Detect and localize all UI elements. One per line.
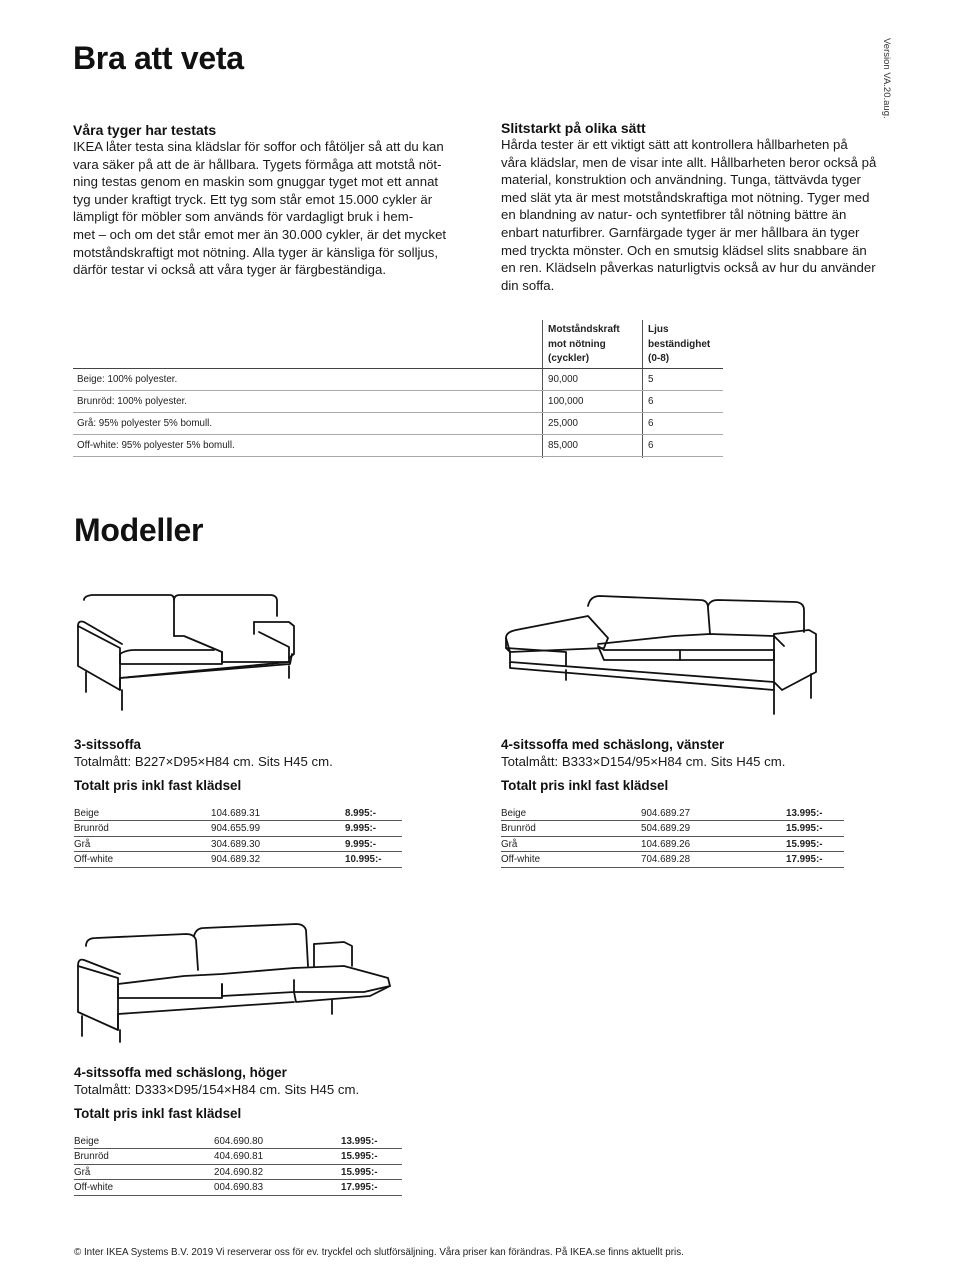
model-dimensions: Totalmått: B333×D154/95×H84 cm. Sits H45 cm. <box>501 754 786 769</box>
model-dimensions: Totalmått: D333×D95/154×H84 cm. Sits H45 cm. <box>74 1082 360 1097</box>
text-line: IKEA låter testa sina klädslar för soffor och fåtöljer så att du kan <box>73 139 444 154</box>
model-name: 4-sitssoffa med schäslong, vänster <box>501 737 725 752</box>
text-line: din soffa. <box>501 277 555 293</box>
models-title: Modeller <box>74 512 204 548</box>
model-name: 3-sitssoffa <box>74 737 141 752</box>
price-table <box>74 1134 402 1196</box>
price-heading: Totalt pris inkl fast klädsel <box>74 1105 242 1121</box>
text-line: lämpligt för möbler som används för vardagligt bruk i hem- <box>73 209 414 225</box>
price-row: Off-white 904.689.32 10.995:- <box>74 852 402 868</box>
table-row: Beige: 100% polyester. 90,000 5 <box>73 369 723 391</box>
price-row: Beige 904.689.27 13.995:- <box>501 806 844 822</box>
section-heading: Våra tyger har testats <box>73 122 217 138</box>
table-row: Brunröd: 100% polyester. 100,000 6 <box>73 391 723 413</box>
price-table <box>501 806 844 868</box>
price-row: Grå 304.689.30 9.995:- <box>74 837 402 853</box>
text-line: en ren. Klädseln påverkas naturligtvis också av hur du använder <box>501 260 876 276</box>
section-body <box>73 138 473 279</box>
version-label: Version VA.20.aug. <box>881 38 892 119</box>
lightfast-header: Ljus beständighet (0-8) <box>648 324 711 364</box>
price-row: Grå 204.690.82 15.995:- <box>74 1165 402 1181</box>
text-line: med slät yta är mest motståndskraftiga mot nötning. Tyger med <box>501 189 870 205</box>
text-line: met – och om det står emot mer än 30.000 cykler, är det mycket <box>73 226 447 242</box>
model-dimensions: Totalmått: B227×D95×H84 cm. Sits H45 cm. <box>74 754 333 769</box>
price-row: Beige 604.690.80 13.995:- <box>74 1134 402 1150</box>
model-chaise-right <box>74 1065 402 1196</box>
abrasion-header: Motståndskraft mot nötning (cyckler) <box>548 324 620 364</box>
section-heading: Slitstarkt på olika sätt <box>501 120 646 136</box>
sofa-3-seat-illustration <box>74 592 304 712</box>
text-line: Hårda tester är ett viktigt sätt att kontrollera hållbarheten på <box>501 137 848 152</box>
model-3-seat <box>74 737 402 868</box>
text-line: material, konstruktion och användning. Tunga, tättvävda tyger <box>501 172 861 188</box>
price-row: Brunröd 904.655.99 9.995:- <box>74 821 402 837</box>
text-line: våra klädslar, men de visar inte allt. Hållbarheten beror också på <box>501 154 877 170</box>
fabric-tested-section <box>73 122 473 279</box>
price-row: Brunröd 404.690.81 15.995:- <box>74 1149 402 1165</box>
price-row: Brunröd 504.689.29 15.995:- <box>501 821 844 837</box>
footer-text: © Inter IKEA Systems B.V. 2019 Vi reserverar oss för ev. tryckfel och slutförsäljning. Våra priser kan förändras. På IKEA.se finns aktuellt pris. <box>74 1247 684 1258</box>
text-line: enbart naturfibrer. Garnfärgade tyger är mer hållbara än tyger <box>501 224 860 240</box>
text-line: en blandning av natur- och syntetfibrer tål nötning bättre än <box>501 207 847 223</box>
page-title: Bra att veta <box>73 40 244 76</box>
price-heading: Totalt pris inkl fast klädsel <box>74 777 242 793</box>
text-line: med tryckta mönster. Och en smutsig klädsel slits snabbare än <box>501 242 867 258</box>
text-line: tyg under kraftigt tryck. Ett tyg som står emot 15.000 cykler är <box>73 191 433 207</box>
sofa-chaise-right-illustration <box>74 920 394 1044</box>
model-chaise-left <box>501 737 844 868</box>
price-row: Off-white 704.689.28 17.995:- <box>501 852 844 868</box>
table-row: Grå: 95% polyester 5% bomull. 25,000 6 <box>73 413 723 435</box>
section-body <box>501 136 901 294</box>
durability-section <box>501 120 901 294</box>
text-line: därför testar vi också att våra tyger är färgbeständiga. <box>73 262 386 278</box>
price-row: Off-white 004.690.83 17.995:- <box>74 1180 402 1196</box>
price-row: Grå 104.689.26 15.995:- <box>501 837 844 853</box>
model-name: 4-sitssoffa med schäslong, höger <box>74 1065 287 1080</box>
price-heading: Totalt pris inkl fast klädsel <box>501 777 669 793</box>
sofa-chaise-left-illustration <box>504 594 824 716</box>
text-line: motståndskraftigt mot nötning. Alla tyger är känsliga för solljus, <box>73 244 439 260</box>
price-row: Beige 104.689.31 8.995:- <box>74 806 402 822</box>
text-line: ning testas genom en maskin som gnuggar tyget mot ett annat <box>73 174 439 190</box>
price-table <box>74 806 402 868</box>
table-row: Off-white: 95% polyester 5% bomull. 85,000 6 <box>73 435 723 457</box>
text-line: vara säker på att de är hållbara. Tygets förmåga att motstå nöt- <box>73 156 442 172</box>
